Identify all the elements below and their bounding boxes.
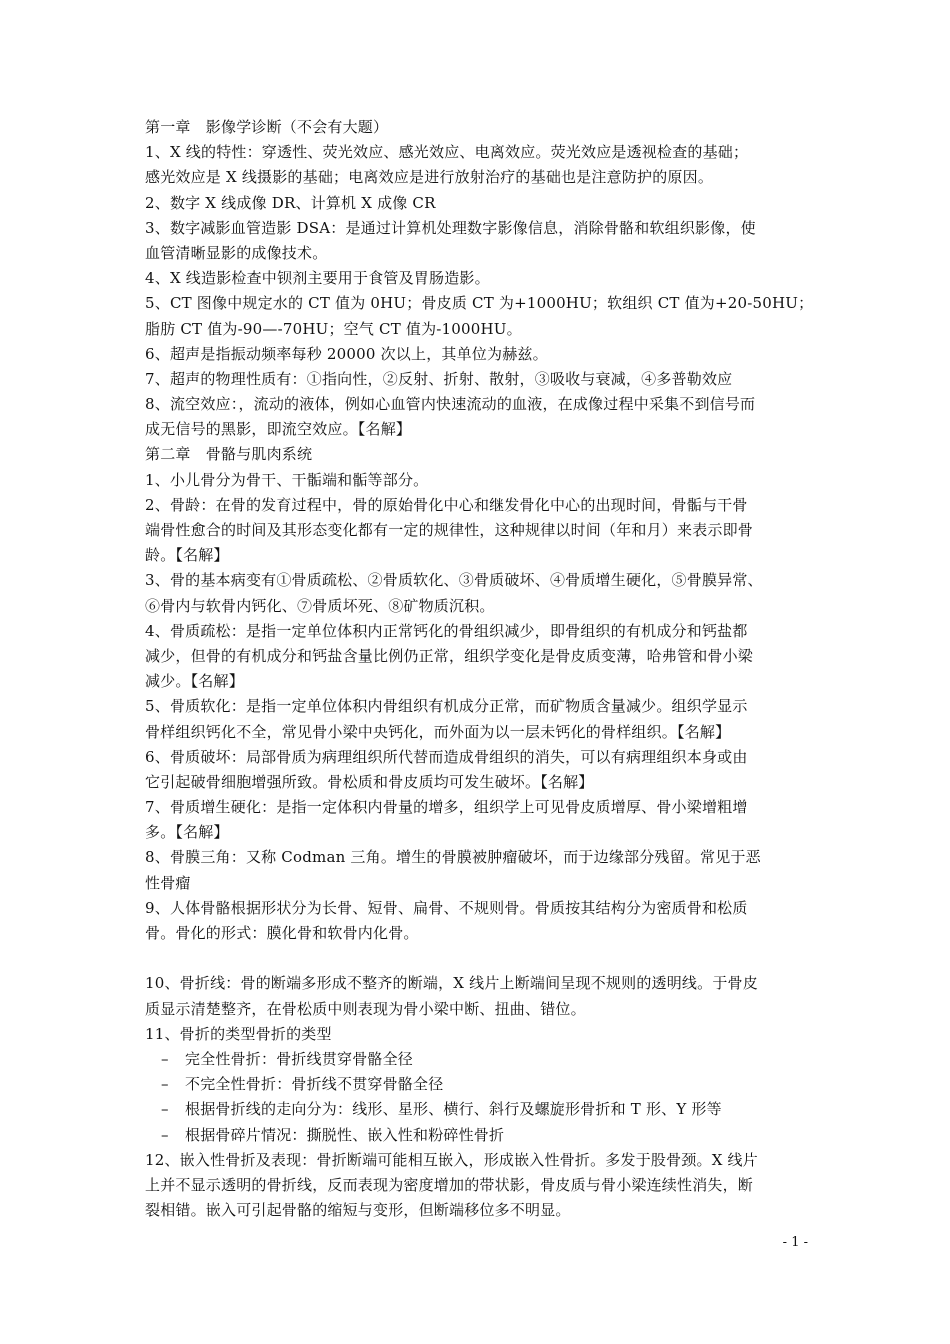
text-line: 性骨瘤 [145, 873, 191, 892]
text-line: 8、流空效应：，流动的液体，例如心血管内快速流动的血液，在成像过程中采集不到信号而 [145, 395, 756, 414]
text-line: 4、骨质疏松：是指一定单位体积内正常钙化的骨组织减少，即骨组织的有机成分和钙盐都 [145, 621, 748, 640]
text-line: 6、骨质破坏：局部骨质为病理组织所代替而造成骨组织的消失，可以有病理组织本身或由 [145, 747, 748, 766]
text-line: 血管清晰显影的成像技术。 [145, 243, 328, 262]
list-item-text: 根据骨折线的走向分为：线形、星形、横行、斜行及螺旋形骨折和 T 形、Y 形等 [185, 1100, 722, 1119]
text-line: 6、超声是指振动频率每秒 20000 次以上，其单位为赫兹。 [145, 344, 548, 363]
text-line: 4、X 线造影检查中钡剂主要用于食管及胃肠造影。 [145, 269, 490, 288]
text-line: 1、X 线的特性：穿透性、荧光效应、感光效应、电离效应。荧光效应是透视检查的基础； [145, 143, 749, 162]
document-body [145, 115, 814, 1223]
text-line: 骨样组织钙化不全，常见骨小梁中央钙化，而外面为以一层未钙化的骨样组织。【名解】 [145, 722, 731, 741]
list-item-text: 根据骨碎片情况：撕脱性、嵌入性和粉碎性骨折 [185, 1125, 505, 1144]
dash-bullet: – [161, 1100, 169, 1119]
text-line: 9、人体骨骼根据形状分为长骨、短骨、扁骨、不规则骨。骨质按其结构分为密质骨和松质 [145, 898, 748, 917]
text-line: 5、CT 图像中规定水的 CT 值为 0HU；骨皮质 CT 为+1000HU；软组织 CT 值为+20-50HU； [145, 294, 814, 313]
chapter-1-heading: 第一章 影像学诊断（不会有大题） [145, 118, 389, 136]
text-line: 1、小儿骨分为骨干、干骺端和骺等部分。 [145, 470, 429, 489]
text-line: 多。【名解】 [145, 823, 229, 842]
dash-bullet: – [161, 1075, 169, 1094]
text-line: 11、骨折的类型骨折的类型 [145, 1024, 332, 1043]
text-line: 减少，但骨的有机成分和钙盐含量比例仍正常，组织学变化是骨皮质变薄，哈弗管和骨小梁 [145, 646, 754, 665]
text-line: 8、骨膜三角：又称 Codman 三角。增生的骨膜被肿瘤破坏，而于边缘部分残留。常见于恶 [145, 848, 761, 867]
text-line: 5、骨质软化：是指一定单位体积内骨组织有机成分正常，而矿物质含量减少。组织学显示 [145, 697, 748, 716]
text-line: 上并不显示透明的骨折线，反而表现为密度增加的带状影，骨皮质与骨小梁连续性消失，断 [145, 1175, 754, 1194]
list-item [145, 1097, 810, 1122]
list-item-text: 完全性骨折：骨折线贯穿骨骼全径 [185, 1049, 414, 1068]
text-line: 感光效应是 X 线摄影的基础；电离效应是进行放射治疗的基础也是注意防护的原因。 [145, 168, 714, 187]
dash-bullet: – [161, 1125, 169, 1144]
text-line: 7、超声的物理性质有：①指向性，②反射、折射、散射，③吸收与衰减，④多普勒效应 [145, 369, 733, 388]
text-line: 质显示清楚整齐，在骨松质中则表现为骨小梁中断、扭曲、错位。 [145, 999, 586, 1018]
blank-line [145, 946, 810, 971]
chapter-2-heading: 第二章 骨骼与肌肉系统 [145, 445, 313, 464]
text-line: 3、骨的基本病变有①骨质疏松、②骨质软化、③骨质破坏、④骨质增生硬化，⑤骨膜异常、 [145, 571, 763, 590]
list-item [145, 1047, 810, 1072]
text-line: 骨。骨化的形式：膜化骨和软骨内化骨。 [145, 924, 419, 942]
text-line: 12、嵌入性骨折及表现：骨折断端可能相互嵌入，形成嵌入性骨折。多发于股骨颈。X 线片 [145, 1150, 758, 1169]
text-line: 脂肪 CT 值为-90—-70HU；空气 CT 值为-1000HU。 [145, 319, 522, 338]
list-item [145, 1123, 810, 1148]
dash-bullet: – [161, 1049, 169, 1068]
text-line: 3、数字减影血管造影 DSA：是通过计算机处理数字影像信息，消除骨骼和软组织影像，使 [145, 218, 756, 237]
text-line: 它引起破骨细胞增强所致。骨松质和骨皮质均可发生破坏。【名解】 [145, 772, 594, 791]
text-line: 2、骨龄：在骨的发育过程中，骨的原始骨化中心和继发骨化中心的出现时间，骨骺与干骨 [145, 495, 748, 514]
text-line: 2、数字 X 线成像 DR、计算机 X 成像 CR [145, 193, 436, 212]
list-item-text: 不完全性骨折：骨折线不贯穿骨骼全径 [185, 1075, 444, 1094]
text-line: 7、骨质增生硬化：是指一定体积内骨量的增多，组织学上可见骨皮质增厚、骨小梁增粗增 [145, 798, 748, 817]
text-line: 端骨性愈合的时间及其形态变化都有一定的规律性，这种规律以时间（年和月）来表示即骨 [145, 521, 754, 539]
text-line: 裂相错。嵌入可引起骨骼的缩短与变形，但断端移位多不明显。 [145, 1201, 571, 1220]
text-line: 10、骨折线：骨的断端多形成不整齐的断端，X 线片上断端间呈现不规则的透明线。于骨皮 [145, 974, 758, 993]
page-number: - 1 - [782, 1235, 808, 1250]
text-line: 龄。【名解】 [145, 546, 229, 565]
text-line: ⑥骨内与软骨内钙化、⑦骨质坏死、⑧矿物质沉积。 [145, 596, 495, 615]
list-item [145, 1072, 810, 1097]
text-line: 减少。【名解】 [145, 672, 244, 691]
text-line: 成无信号的黑影，即流空效应。【名解】 [145, 420, 412, 439]
